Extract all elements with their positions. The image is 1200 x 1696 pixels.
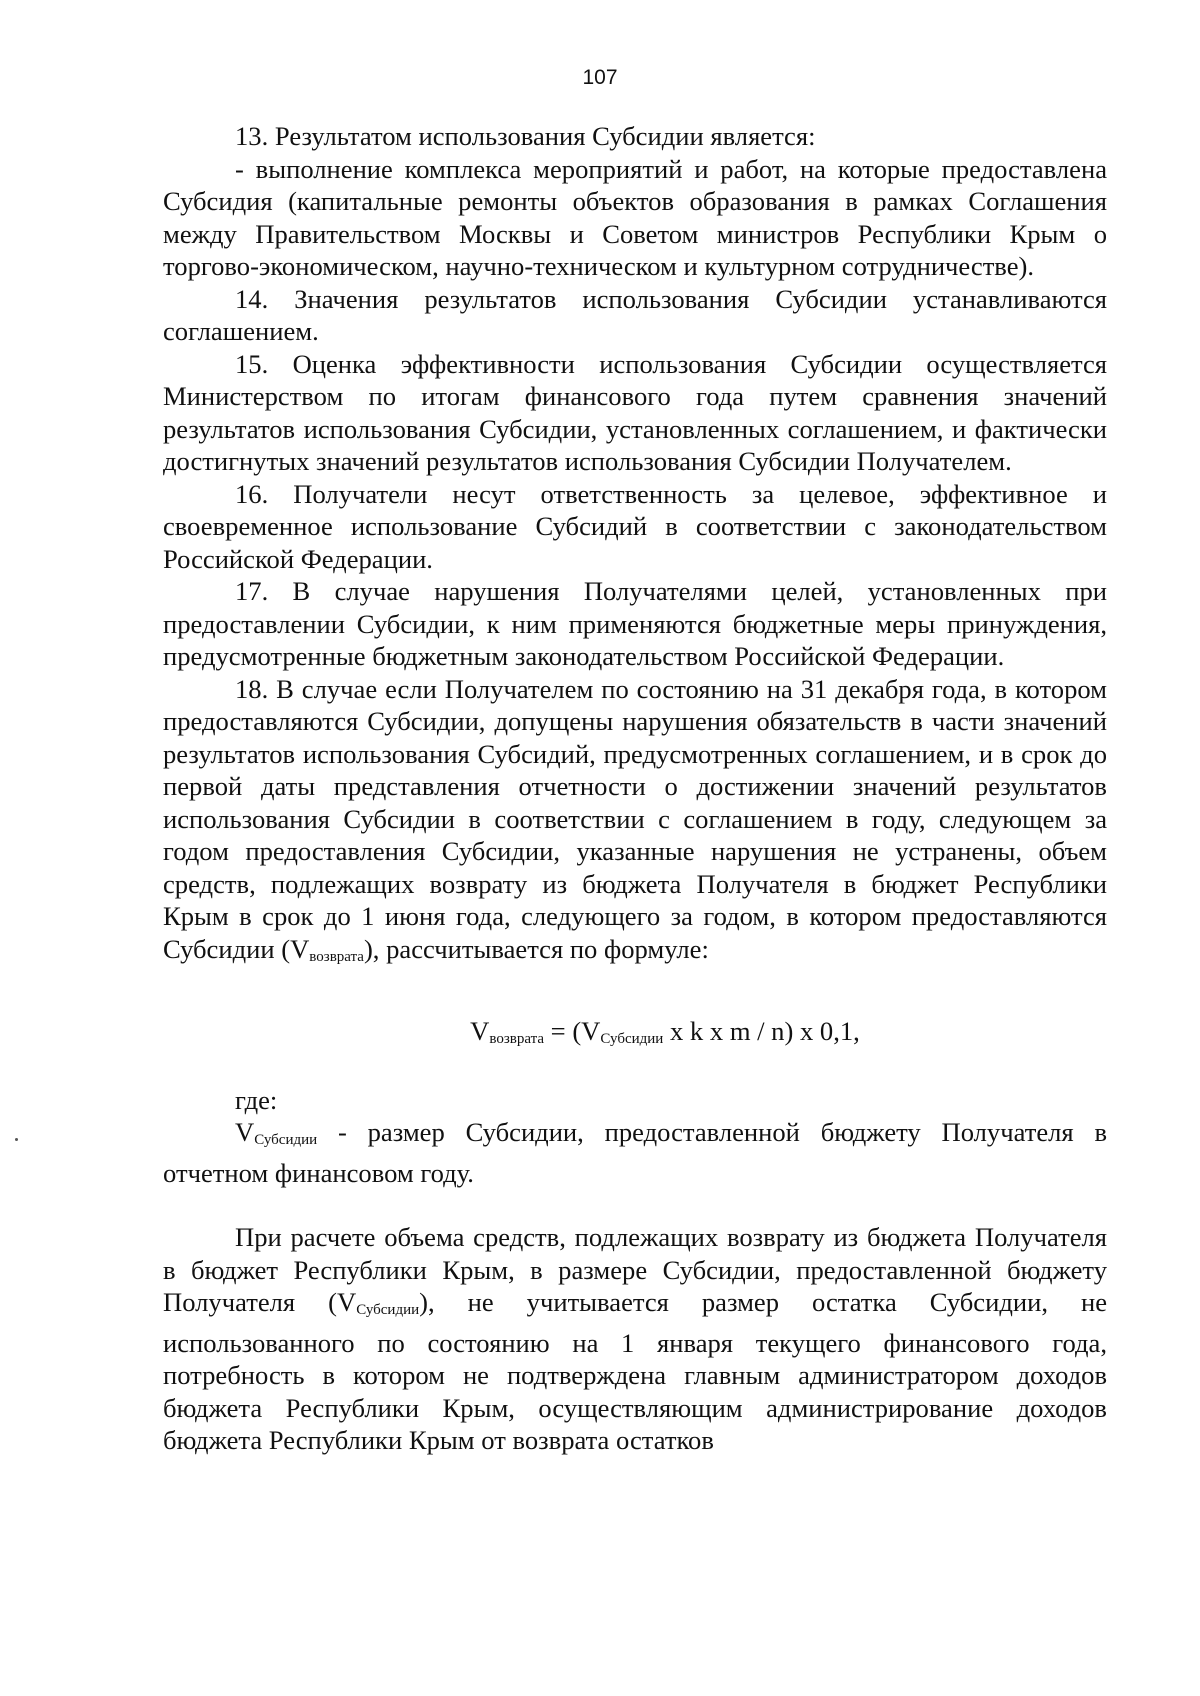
vsubsidy-text: - размер Субсидии, предоставленной бюджету Получателя в отчетном финансовом году. <box>163 1117 1107 1188</box>
formula-rhs-rest: x k x m / n) x 0,1, <box>663 1016 860 1046</box>
vsubsidy-definition <box>163 1116 1107 1189</box>
document-body <box>163 120 1107 1457</box>
paragraph-15: 15. Оценка эффективности использования Субсидии осуществляется Министерством по итогам финансового года путем сравнения значений результатов использования Субсидии, установленных соглашением, и фактически достигнутых значений результатов использования Субсидии Получателем. <box>163 348 1107 476</box>
calculation-paragraph <box>163 1221 1107 1457</box>
paragraph-18-text: 18. В случае если Получателем по состоянию на 31 декабря года, в котором предоставляются Субсидии, допущены нарушения обязательств в части значений результатов использования Субсидий, предусмотренных соглашением, и в срок до первой даты представления отчетности о достижении значений результатов использования Субсидии в соответствии с соглашением в году, следующем за годом предоставления Субсидии, указанные нарушения не устранены, объем средств, подлежащих возврату из бюджета Получателя в бюджет Республики Крым в срок до 1 июня года, следующего за годом, в котором предоставляются Субсидии (V <box>163 673 1107 964</box>
paragraph-18 <box>163 673 1107 974</box>
where-label: где: <box>235 1084 278 1115</box>
vsubsidy-v: V <box>235 1117 255 1147</box>
formula-rhs-subscript: Субсидии <box>600 1031 664 1047</box>
paragraph-13: 13. Результатом использования Субсидии является: <box>235 121 816 151</box>
calculation-end: ), не учитывается размер остатка Субсидии, не использованного по состоянию на 1 января текущего финансового года, потребность в котором не подтверждена главным администратором доходов бюджета Республики Крым, осуществляющим администрирование доходов бюджета Республики Крым от возврата остатков <box>163 1287 1107 1455</box>
formula-lhs-subscript: возврата <box>489 1031 545 1047</box>
formula-lhs-v: V <box>470 1016 490 1046</box>
paragraph-17: 17. В случае нарушения Получателями целей, установленных при предоставлении Субсидии, к ним применяются бюджетные меры принуждения, предусмотренные бюджетным законодательством Российской Федерации. <box>163 576 1107 671</box>
page-number: 107 <box>582 66 618 89</box>
paragraph-13-item: - выполнение комплекса мероприятий и работ, на которые предоставлена Субсидия (капитальные ремонты объектов образования в рамках Соглашения между Правительством Москвы и Советом министров Республики Крым о торгово-экономическом, научно-техническом и культурном сотрудничестве). <box>163 153 1107 281</box>
paragraph-18-subscript: возврата <box>309 948 364 965</box>
paragraph-16: 16. Получатели несут ответственность за целевое, эффективное и своевременное использование Субсидий в соответствии с законодательством Российской Федерации. <box>163 478 1107 574</box>
return-formula <box>163 1015 1107 1056</box>
formula-eq-open: = (V <box>544 1016 601 1046</box>
paragraph-14: 14. Значения результатов использования Субсидии устанавливаются соглашением. <box>163 283 1107 346</box>
calculation-subscript: Субсидии <box>356 1302 420 1318</box>
paragraph-18-tail: ), рассчитывается по формуле: <box>363 933 709 964</box>
vsubsidy-subscript: Субсидии <box>254 1132 318 1148</box>
scan-speck <box>15 1138 18 1141</box>
calculation-start: При расчете объема средств, подлежащих возврату из бюджета Получателя в бюджет Республики Крым, в размере Субсидии, предоставленной бюджету Получателя (V <box>163 1222 1107 1317</box>
